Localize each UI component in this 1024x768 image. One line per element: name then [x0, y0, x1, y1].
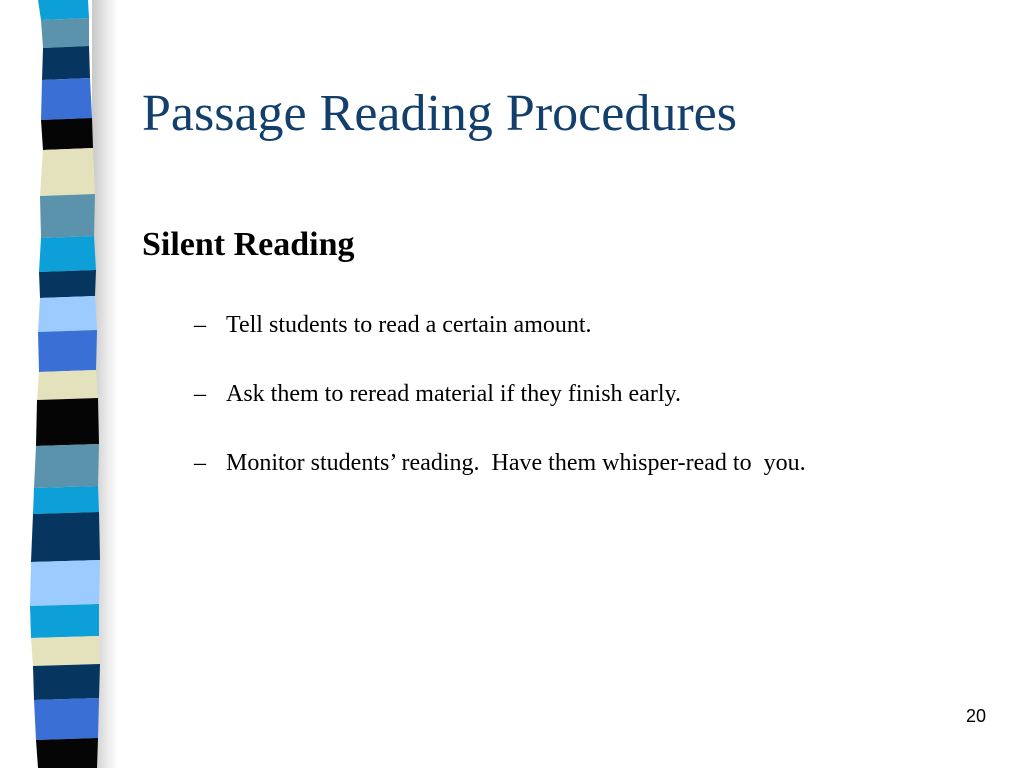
stripe-band	[34, 698, 99, 740]
stripe-band	[41, 18, 89, 48]
list-item	[194, 450, 806, 519]
list-item	[194, 381, 806, 450]
stripe-band	[33, 664, 100, 700]
bullet-dash: –	[194, 312, 206, 338]
stripe-band	[39, 236, 96, 272]
list-item	[194, 312, 806, 381]
stripe-band	[41, 118, 93, 150]
stripe-band	[34, 444, 99, 488]
stripe-band	[40, 194, 95, 238]
bullet-list	[194, 312, 806, 519]
stripe-band	[30, 560, 100, 606]
stripe-band	[38, 0, 89, 20]
stripe-band	[41, 78, 92, 120]
bullet-dash: –	[194, 450, 206, 476]
section-heading: Silent Reading	[142, 226, 355, 263]
stripe-band	[30, 604, 99, 638]
decorative-stripe-border	[0, 0, 118, 768]
stripe-band	[37, 370, 98, 400]
bullet-text: Ask them to reread material if they finish early.	[226, 381, 681, 407]
page-number: 20	[965, 706, 986, 726]
stripe-band	[36, 738, 98, 768]
stripe-band	[31, 512, 100, 562]
stripe-band	[39, 270, 96, 298]
stripe-band	[42, 46, 90, 80]
slide-title: Passage Reading Procedures	[142, 85, 737, 142]
bullet-text: Tell students to read a certain amount.	[226, 312, 592, 338]
stripe-band	[33, 486, 99, 514]
stripe-band	[31, 636, 100, 666]
stripe-band	[38, 296, 97, 332]
bullet-text: Monitor students’ reading. Have them whisper-read to you.	[226, 450, 806, 476]
stripe-band	[38, 330, 97, 372]
stripe-band	[40, 148, 95, 196]
stripe-band	[36, 398, 99, 446]
bullet-dash: –	[194, 381, 206, 407]
